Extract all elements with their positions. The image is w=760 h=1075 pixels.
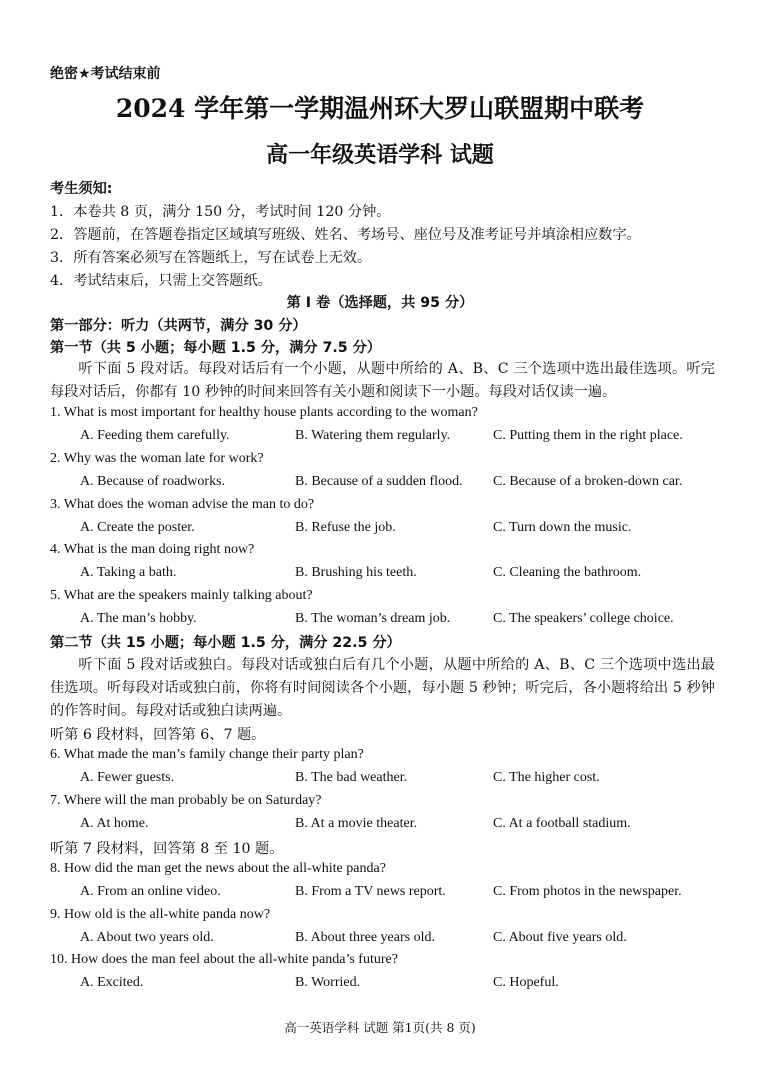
notes-item: 1．本卷共 8 页，满分 150 分，考试时间 120 分钟。 <box>50 204 391 220</box>
notes-item: 3．所有答案必须写在答题纸上，写在试卷上无效。 <box>50 250 372 266</box>
option-a: A. Create the poster. <box>80 520 195 535</box>
exam-title: 2024 学年第一学期温州环大罗山联盟期中联考 <box>115 94 645 123</box>
option-c: C. The higher cost. <box>493 770 600 785</box>
material-note: 听第 7 段材料，回答第 8 至 10 题。 <box>50 841 284 857</box>
section-heading: 第一节（共 5 小题；每小题 1.5 分，满分 7.5 分） <box>50 340 381 356</box>
option-a: A. Taking a bath. <box>80 565 177 580</box>
option-c: C. The speakers’ college choice. <box>493 611 674 626</box>
question: 3. What does the woman advise the man to do? <box>50 497 315 512</box>
section-heading: 第二节（共 15 小题；每小题 1.5 分，满分 22.5 分） <box>50 635 401 651</box>
option-b: B. The woman’s dream job. <box>295 611 451 626</box>
exam-subtitle: 高一年级英语学科 试题 <box>266 142 494 168</box>
option-a: A. From an online video. <box>80 884 221 899</box>
question: 6. What made the man’s family change their party plan? <box>50 747 364 762</box>
option-b: B. The bad weather. <box>295 770 408 785</box>
option-a: A. Fewer guests. <box>80 770 175 785</box>
option-a: A. Feeding them carefully. <box>80 428 230 443</box>
material-note: 听第 6 段材料，回答第 6、7 题。 <box>50 727 266 743</box>
page-footer: 高一英语学科 试题 第1页(共 8 页) <box>284 1020 476 1035</box>
option-c: C. Cleaning the bathroom. <box>493 565 642 580</box>
question: 8. How did the man get the news about the all-white panda? <box>50 861 386 876</box>
option-c: C. From photos in the newspaper. <box>493 884 682 899</box>
part-heading: 第一部分：听力（共两节，满分 30 分） <box>50 318 307 334</box>
option-b: B. Because of a sudden flood. <box>295 474 463 489</box>
option-b: B. From a TV news report. <box>295 884 446 899</box>
section-intro: 听下面 5 段对话或独白。每段对话或独白后有几个小题，从题中所给的 A、B、C 三个选项中选出最佳选项。听每段对话或独白前，你将有时间阅读各个小题，每小题 5 秒钟；听完后，各小题将给出 5 秒钟的作答时间。每段对话或独白读两遍。 <box>50 657 715 719</box>
question: 1. What is most important for healthy house plants according to the woman? <box>50 405 478 420</box>
option-b: B. Refuse the job. <box>295 520 396 535</box>
option-b: B. At a movie theater. <box>295 816 418 831</box>
option-b: B. Worried. <box>295 975 361 990</box>
notes-item: 4．考试结束后，只需上交答题纸。 <box>50 273 272 289</box>
option-b: B. About three years old. <box>295 930 435 945</box>
option-a: A. About two years old. <box>80 930 214 945</box>
volume-heading: 第 I 卷（选择题，共 95 分） <box>286 295 474 311</box>
question: 2. Why was the woman late for work? <box>50 451 264 466</box>
option-c: C. Turn down the music. <box>493 520 632 535</box>
option-b: B. Brushing his teeth. <box>295 565 417 580</box>
question: 10. How does the man feel about the all-white panda’s future? <box>50 952 398 967</box>
notes-item: 2．答题前，在答题卷指定区域填写班级、姓名、考场号、座位号及准考证号并填涂相应数字。 <box>50 227 641 243</box>
question: 4. What is the man doing right now? <box>50 542 255 557</box>
option-a: A. The man’s hobby. <box>80 611 197 626</box>
option-a: A. Because of roadworks. <box>80 474 226 489</box>
option-c: C. About five years old. <box>493 930 627 945</box>
question: 7. Where will the man probably be on Saturday? <box>50 793 322 808</box>
question: 5. What are the speakers mainly talking about? <box>50 588 313 603</box>
section-intro: 听下面 5 段对话。每段对话后有一个小题，从题中所给的 A、B、C 三个选项中选出最佳选项。听完每段对话后，你都有 10 秒钟的时间来回答有关小题和阅读下一小题。每段对话仅读一遍。 <box>50 361 715 400</box>
option-c: C. At a football stadium. <box>493 816 631 831</box>
option-a: A. At home. <box>80 816 149 831</box>
option-a: A. Excited. <box>80 975 144 990</box>
option-c: C. Putting them in the right place. <box>493 428 683 443</box>
question: 9. How old is the all-white panda now? <box>50 907 271 922</box>
notes-heading: 考生须知: <box>50 181 113 197</box>
confidential-label: 绝密★考试结束前 <box>50 66 161 82</box>
option-c: C. Hopeful. <box>493 975 559 990</box>
option-c: C. Because of a broken-down car. <box>493 474 683 489</box>
option-b: B. Watering them regularly. <box>295 428 451 443</box>
